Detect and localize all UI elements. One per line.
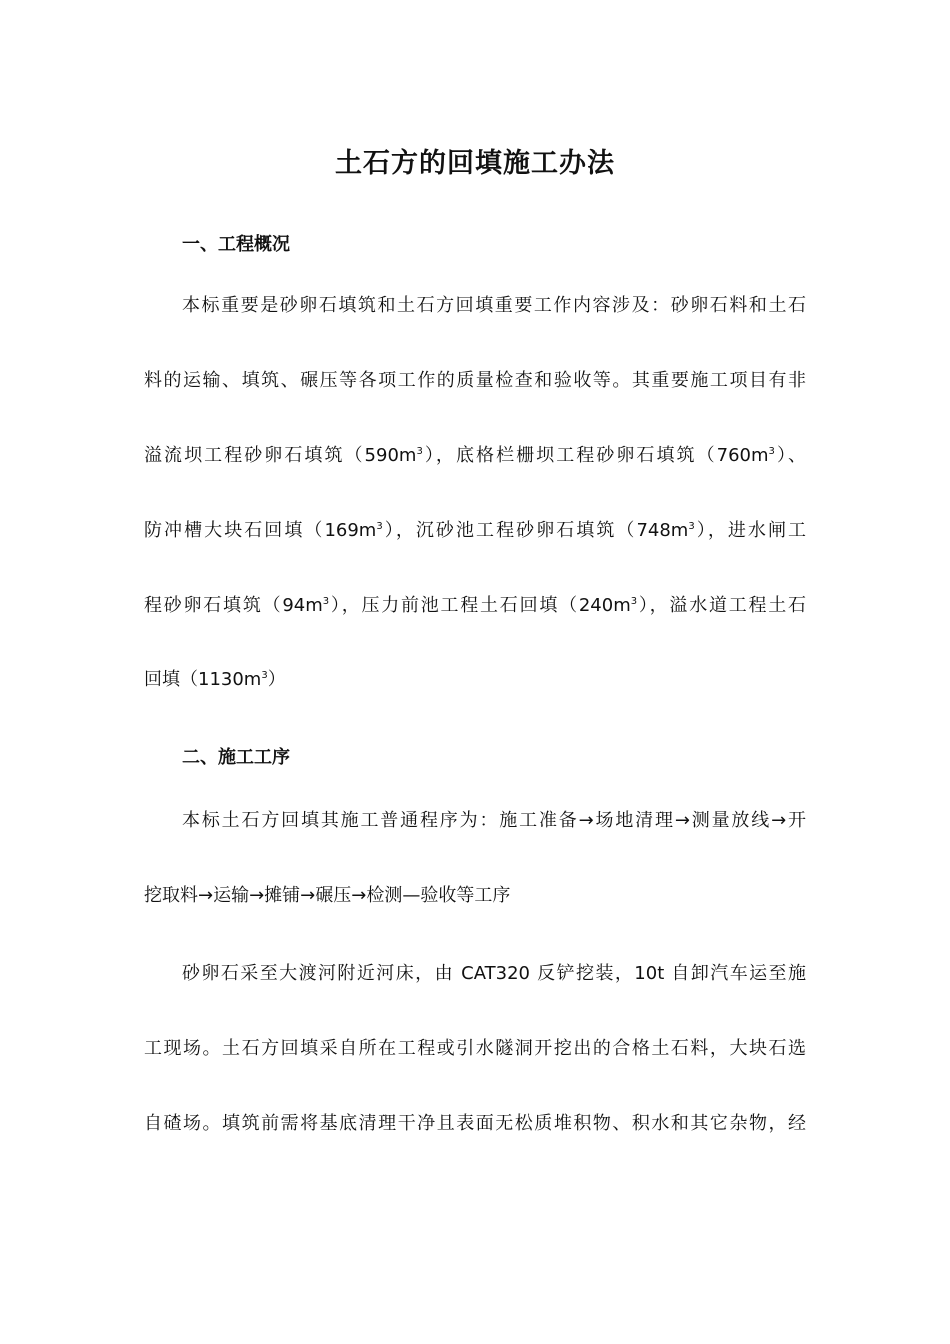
text-segment: ），进水闸工 bbox=[694, 520, 807, 541]
paragraph-line bbox=[144, 518, 806, 544]
paragraph-line: 工现场。土石方回填采自所在工程或引水隧洞开挖出的合格土石料，大块石选 bbox=[144, 1038, 806, 1059]
paragraph-line: 本标土石方回填其施工普通程序为：施工准备→场地清理→测量放线→开 bbox=[182, 810, 806, 831]
superscript-cube: 3 bbox=[416, 446, 423, 457]
superscript-cube: 3 bbox=[261, 670, 268, 681]
text-segment: 回填（1130m bbox=[144, 669, 262, 690]
superscript-cube: 3 bbox=[688, 521, 695, 532]
text-segment: ），溢水道工程土石 bbox=[637, 595, 807, 616]
text-segment: 溢流坝工程砂卵石填筑（590m bbox=[144, 445, 417, 466]
text-segment: ），底格栏栅坝工程砂卵石填筑（760m bbox=[422, 445, 769, 466]
section-heading-process: 二、施工工序 bbox=[182, 747, 290, 768]
section-heading-overview: 一、工程概况 bbox=[182, 234, 290, 255]
paragraph-line: 自碴场。填筑前需将基底清理干净且表面无松质堆积物、积水和其它杂物，经 bbox=[144, 1113, 806, 1134]
text-segment: ）、 bbox=[774, 445, 807, 466]
paragraph-line: 挖取料→运输→摊铺→碾压→检测—验收等工序 bbox=[144, 885, 511, 906]
superscript-cube: 3 bbox=[630, 596, 638, 607]
superscript-cube: 3 bbox=[322, 596, 330, 607]
text-segment: ），压力前池工程土石回填（240m bbox=[329, 595, 631, 616]
text-segment: 防冲槽大块石回填（169m bbox=[144, 520, 377, 541]
paragraph-line: 本标重要是砂卵石填筑和土石方回填重要工作内容涉及：砂卵石料和土石 bbox=[182, 295, 806, 316]
paragraph-line: 砂卵石采至大渡河附近河床，由 CAT320 反铲挖装，10t 自卸汽车运至施 bbox=[182, 963, 806, 984]
document-title: 土石方的回填施工办法 bbox=[335, 148, 615, 179]
paragraph-line bbox=[144, 667, 806, 693]
text-segment: 程砂卵石填筑（94m bbox=[144, 595, 323, 616]
superscript-cube: 3 bbox=[768, 446, 775, 457]
text-segment: ），沉砂池工程砂卵石填筑（748m bbox=[382, 520, 689, 541]
paragraph-line: 料的运输、填筑、碾压等各项工作的质量检查和验收等。其重要施工项目有非 bbox=[144, 370, 806, 391]
paragraph-line bbox=[144, 443, 806, 469]
superscript-cube: 3 bbox=[376, 521, 383, 532]
text-segment: ） bbox=[267, 669, 286, 690]
paragraph-line bbox=[144, 593, 806, 619]
